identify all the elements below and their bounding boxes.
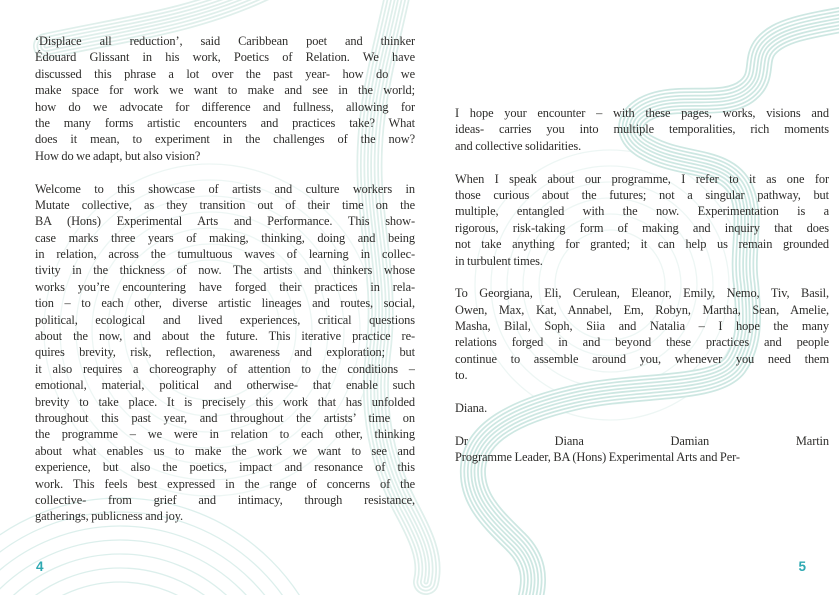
text-line: about what enables us to make the work we want to see and	[35, 443, 415, 458]
page-number-right: 5	[798, 559, 806, 574]
text-line: Owen, Max, Kat, Annabel, Em, Robyn, Martha, Sean, Amelie,	[455, 302, 829, 317]
text-line: political, ecological and lived experiences, critical questions	[35, 312, 415, 327]
text-line: collective- from grief and intimacy, through resistance,	[35, 492, 415, 507]
text-line: the programme – we were in relation to each other, thinking	[35, 427, 415, 442]
text-line: relations forged in and beyond these practices and people	[455, 335, 829, 350]
text-line: does it mean, to experiment in the challenges of the now?	[35, 132, 415, 147]
text-line: Édouard Glissant in his work, Poetics of Relation. We have	[35, 50, 415, 65]
text-line: to.	[455, 368, 468, 383]
text-line: How do we adapt, but also vision?	[35, 148, 201, 163]
text-line: Mutate collective, as they transition out of their time on the	[35, 197, 415, 212]
text-line: Programme Leader, BA (Hons) Experimental Arts and Per-	[455, 450, 740, 465]
text-line: rigorous, risk-taking form of making and inquiry that does	[455, 220, 829, 235]
text-line: how do we advocate for difference and fullness, allowing for	[35, 99, 415, 114]
text-line: When I speak about our programme, I refer to it as one for	[455, 171, 829, 186]
text-line: emotional, material, political and otherwise- that enable such	[35, 378, 415, 393]
text-line: in turbulent times.	[455, 253, 543, 268]
text-line: Dr Diana Damian Martin	[455, 433, 829, 448]
text-line: ‘Displace all reduction’, said Caribbean poet and thinker	[35, 34, 415, 48]
text-line: gatherings, publicness and joy.	[35, 509, 184, 524]
text-line: the many forms artistic encounters and practices take? What	[35, 115, 415, 130]
text-line: multiple, entangled with the now. Experimentation is a	[455, 204, 829, 219]
paragraph	[455, 400, 829, 416]
text-line: experience, but also the poetics, impact and resonance of this	[35, 460, 415, 475]
paragraph	[455, 105, 829, 154]
page-number-left: 4	[36, 559, 44, 574]
text-line: works you’re encountering have forged their practices in rela-	[35, 279, 415, 294]
text-line: I hope your encounter – with these pages, works, visions and	[455, 106, 829, 120]
text-line: case marks three years of making, thinking, doing and being	[35, 230, 415, 245]
text-line: quires brevity, risk, reflection, awareness and exploration; but	[35, 345, 415, 360]
text-line: discussed this phrase a lot over the past year- how do we	[35, 66, 415, 81]
left-page-text	[35, 33, 415, 525]
text-line: ideas- carries you into multiple temporalities, rich moments	[455, 122, 829, 137]
text-line: make space for work we want to make and see in the world;	[35, 83, 415, 98]
text-line: work. This feels best expressed in the range of concerns of the	[35, 476, 415, 491]
text-line: throughout this past year, and throughout the artists’ time on	[35, 410, 415, 425]
text-line: Masha, Bilal, Soph, Siia and Natalia – I hope the many	[455, 319, 829, 334]
paragraph	[35, 181, 415, 525]
text-line: and collective solidarities.	[455, 138, 582, 153]
text-line: BA (Hons) Experimental Arts and Performance. This show-	[35, 214, 415, 229]
paragraph	[35, 33, 415, 164]
right-page-text	[455, 105, 829, 466]
text-line: continue to assemble around you, whenever you need them	[455, 351, 829, 366]
text-line: those curious about the futures; not a singular pathway, but	[455, 187, 829, 202]
text-line: tivity in the thickness of now. The artists and thinkers whose	[35, 263, 415, 278]
paragraph	[455, 433, 829, 466]
paragraph	[455, 285, 829, 383]
text-line: brevity to take place. It is precisely this work that has unfolded	[35, 394, 415, 409]
text-line: To Georgiana, Eli, Cerulean, Eleanor, Emily, Nemo, Tiv, Basil,	[455, 286, 829, 301]
paragraph	[455, 171, 829, 269]
text-line: about the now, and about the future. This iterative practice re-	[35, 329, 415, 344]
text-line: not take anything for granted; it can help us remain grounded	[455, 237, 829, 252]
text-line: tion – to each other, diverse artistic lineages and routes, social,	[35, 296, 415, 311]
text-line: it also requires a choreography of attention to the conditions –	[35, 361, 415, 376]
text-line: Welcome to this showcase of artists and culture workers in	[35, 181, 415, 196]
text-line: in relation, across the tumultuous waves of learning in collec-	[35, 247, 415, 262]
text-line: Diana.	[455, 401, 488, 416]
